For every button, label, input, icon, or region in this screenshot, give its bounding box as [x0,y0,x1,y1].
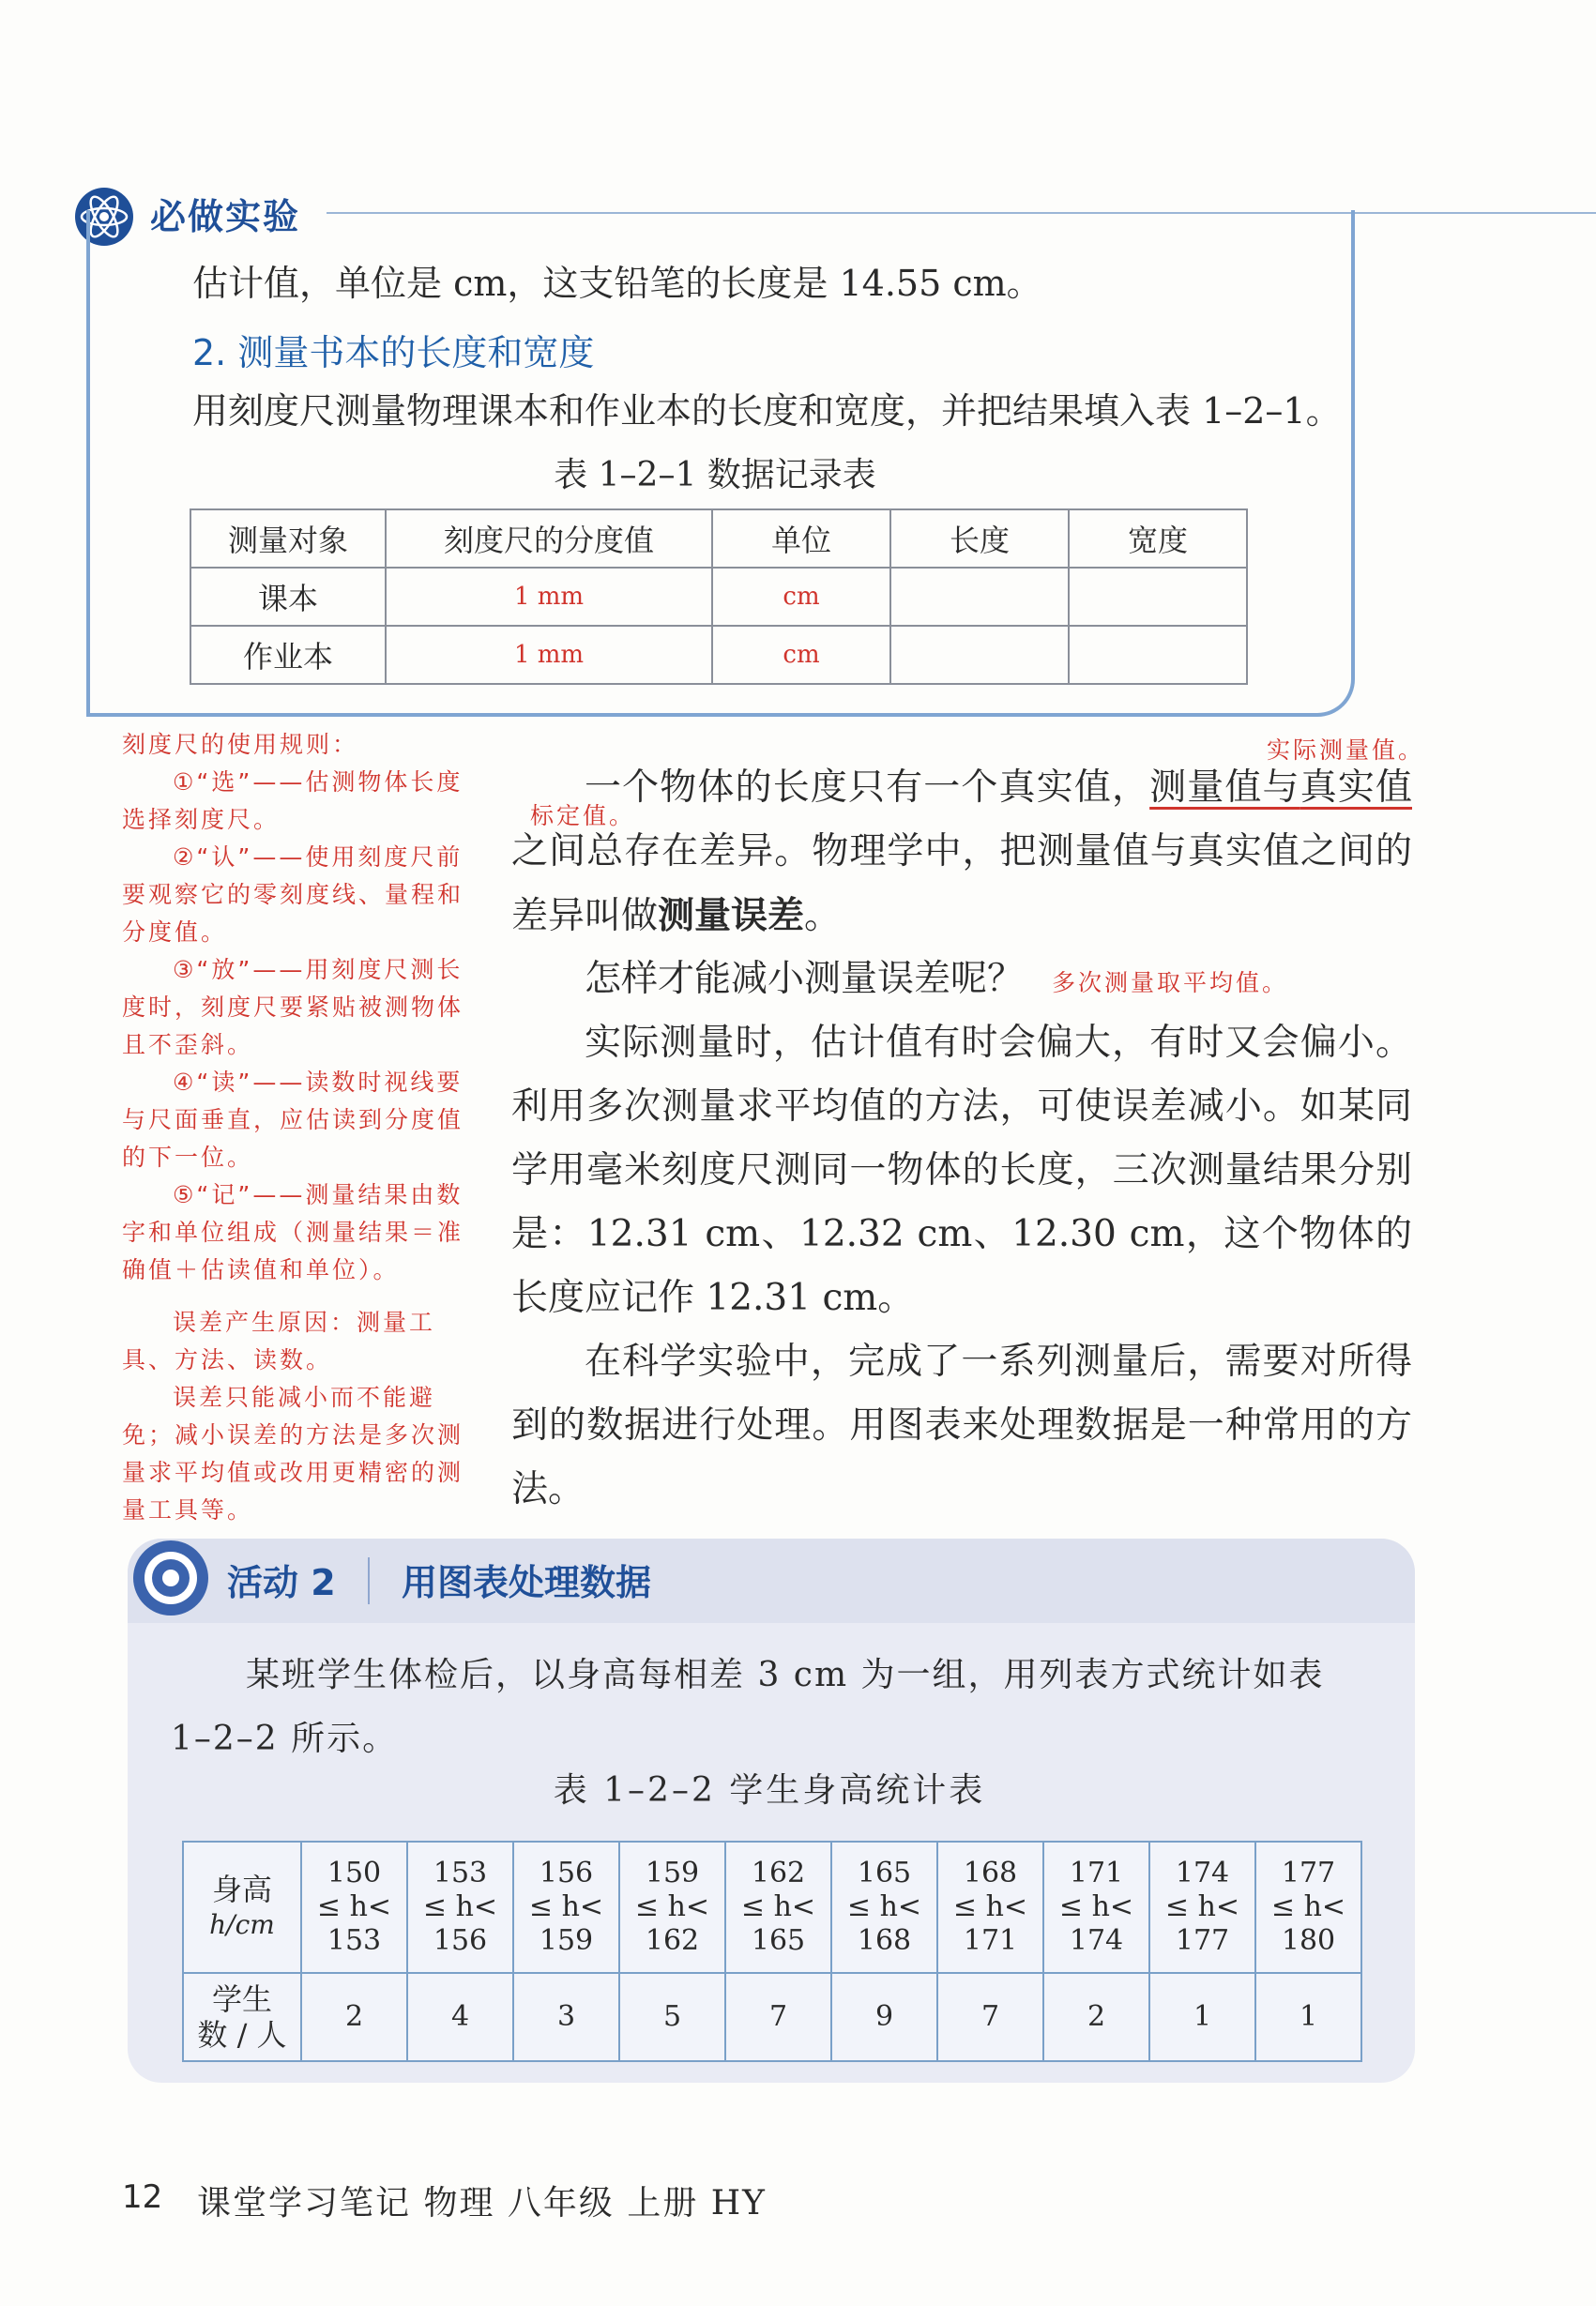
table-cell [1069,568,1247,626]
range-low: 177 [1281,1857,1336,1889]
range-cell [407,1842,513,1973]
range-high: 177 [1175,1924,1230,1957]
main-paragraph-4: 在科学实验中，完成了一系列测量后，需要对所得到的数据进行处理。用图表来处理数据是一种常用的方法。 [511,1341,1412,1510]
table1-caption: 表 1–2–1 数据记录表 [554,456,876,494]
range-mid: ≤ h< [316,1890,392,1923]
para1-text-2: 之间总存在差异。物理学中，把测量值与真实值之间的差异叫做 [511,830,1412,937]
table-header: 长度 [890,509,1069,568]
table-row [190,568,1247,626]
table2-caption: 表 1–2–2 学生身高统计表 [553,1771,986,1810]
range-low: 168 [963,1857,1018,1889]
footer-text: 课堂学习笔记 物理 八年级 上册 HY [197,2184,767,2223]
range-mid: ≤ h< [634,1890,710,1923]
range-mid: ≤ h< [1164,1890,1240,1923]
table-header: 单位 [712,509,890,568]
count-cell: 9 [831,1973,937,2061]
note-error-cause: 误差产生原因：测量工具、方法、读数。 [122,1309,436,1373]
target-icon [131,1539,210,1617]
activity-title: 用图表处理数据 [402,1562,652,1603]
range-mid: ≤ h< [1058,1890,1134,1923]
range-mid: ≤ h< [1270,1890,1346,1923]
row-header-height [183,1842,301,1973]
range-cell [1043,1842,1149,1973]
row-header-count [183,1973,301,2061]
note-rule-1: ①“选”——估测物体长度选择刻度尺。 [122,768,464,833]
range-low: 159 [645,1857,700,1889]
range-high: 171 [963,1924,1018,1957]
range-mid: ≤ h< [846,1890,922,1923]
activity-label: 活动 2 [227,1562,336,1603]
range-mid: ≤ h< [422,1890,498,1923]
range-high: 153 [327,1924,382,1957]
table-cell: 课本 [190,568,386,626]
count-cell: 7 [725,1973,831,2061]
range-mid: ≤ h< [740,1890,816,1923]
table-header: 宽度 [1069,509,1247,568]
note-rules-title: 刻度尺的使用规则： [122,731,359,758]
main-question [511,948,1412,1011]
table-header: 刻度尺的分度值 [386,509,712,568]
count-cell: 2 [1043,1973,1149,2061]
para1-text: 一个物体的长度只有一个真实值， [585,766,1150,809]
table-row [190,509,1247,568]
count-cell: 2 [301,1973,407,2061]
para1-underline-true: 真实值 [1300,766,1412,809]
range-high: 174 [1069,1924,1124,1957]
range-cell [1149,1842,1255,1973]
range-low: 156 [539,1857,594,1889]
para1-underline-measured: 测量值与 [1149,766,1300,809]
margin-notes [122,726,469,1529]
question-text: 怎样才能减小测量误差呢？ [585,958,1025,1000]
page-number: 12 [122,2178,163,2216]
range-cell [301,1842,407,1973]
table-row [190,626,1247,684]
row-header-line: 身高 [211,1872,272,1907]
note-error-reduce: 误差只能减小而不能避免；减小误差的方法是多次测量求平均值或改用更精密的测量工具等。 [122,1384,464,1524]
experiment-line1: 估计值，单位是 cm，这支铅笔的长度是 14.55 cm。 [192,263,1042,304]
record-table [190,508,1248,685]
table-cell-handwritten: cm [712,568,890,626]
table-cell-handwritten: 1 mm [386,626,712,684]
range-cell [725,1842,831,1973]
range-mid: ≤ h< [952,1890,1028,1923]
table-cell-handwritten: cm [712,626,890,684]
note-rule-3: ③“放”——用刻度尺测长度时，刻度尺要紧贴被测物体且不歪斜。 [122,956,464,1058]
table-cell: 作业本 [190,626,386,684]
activity-divider [368,1557,370,1604]
count-cell: 4 [407,1973,513,2061]
main-paragraph-1 [511,756,1412,948]
range-low: 150 [327,1857,382,1889]
range-high: 180 [1281,1924,1336,1957]
range-high: 165 [751,1924,806,1957]
experiment-subheading: 2. 测量书本的长度和宽度 [192,332,595,373]
count-cell: 5 [619,1973,725,2061]
note-rule-4: ④“读”——读数时视线要与尺面垂直，应估读到分度值的下一位。 [122,1069,464,1171]
count-cell: 3 [513,1973,619,2061]
note-actual-value: 实际测量值。 [1267,736,1425,764]
range-high: 168 [857,1924,912,1957]
row-header-line: 数 / 人 [197,2017,287,2053]
table-cell [1069,626,1247,684]
experiment-instruction: 用刻度尺测量物理课本和作业本的长度和宽度，并把结果填入表 1–2–1。 [192,390,1342,432]
table-cell-handwritten: 1 mm [386,568,712,626]
table-header: 测量对象 [190,509,386,568]
range-low: 165 [857,1857,912,1889]
range-cell [1255,1842,1361,1973]
range-low: 162 [751,1857,806,1889]
range-cell [619,1842,725,1973]
count-cell: 1 [1149,1973,1255,2061]
section-title: 必做实验 [150,196,301,237]
range-low: 153 [433,1857,488,1889]
range-cell [831,1842,937,1973]
note-rule-5: ⑤“记”——测量结果由数字和单位组成（测量结果＝准确值＋估读值和单位）。 [122,1181,464,1283]
range-cell [937,1842,1043,1973]
range-low: 174 [1175,1857,1230,1889]
height-table [182,1841,1362,2062]
note-average-tip: 多次测量取平均值。 [1052,969,1289,996]
table-cell [890,568,1069,626]
range-cell [513,1842,619,1973]
range-low: 171 [1069,1857,1124,1889]
main-paragraph-3: 实际测量时，估计值有时会偏大，有时又会偏小。利用多次测量求平均值的方法，可使误差减小。如某同学用毫米刻度尺测同一物体的长度，三次测量结果分别是：12.31 cm、12.32 cm、12.30 cm，这个物体的长度应记作 12.31 cm。 [511,1022,1412,1319]
count-cell: 7 [937,1973,1043,2061]
range-high: 156 [433,1924,488,1957]
note-rule-2: ②“认”——使用刻度尺前要观察它的零刻度线、量程和分度值。 [122,843,464,946]
range-high: 159 [539,1924,594,1957]
term-measurement-error: 测量误差 [658,894,805,937]
range-high: 162 [645,1924,700,1957]
table-cell [890,626,1069,684]
para1-end: 。 [804,895,842,937]
table-row [183,1842,1361,1973]
range-mid: ≤ h< [528,1890,604,1923]
row-header-line: 学生 [211,1981,272,2017]
count-cell: 1 [1255,1973,1361,2061]
row-header-line: h/cm [209,1909,275,1940]
table-row [183,1973,1361,2061]
note-nominal-value: 标定值。 [530,802,636,829]
activity-text: 某班学生体检后，以身高每相差 3 cm 为一组，用列表方式统计如表 1–2–2 所示。 [171,1656,1325,1758]
